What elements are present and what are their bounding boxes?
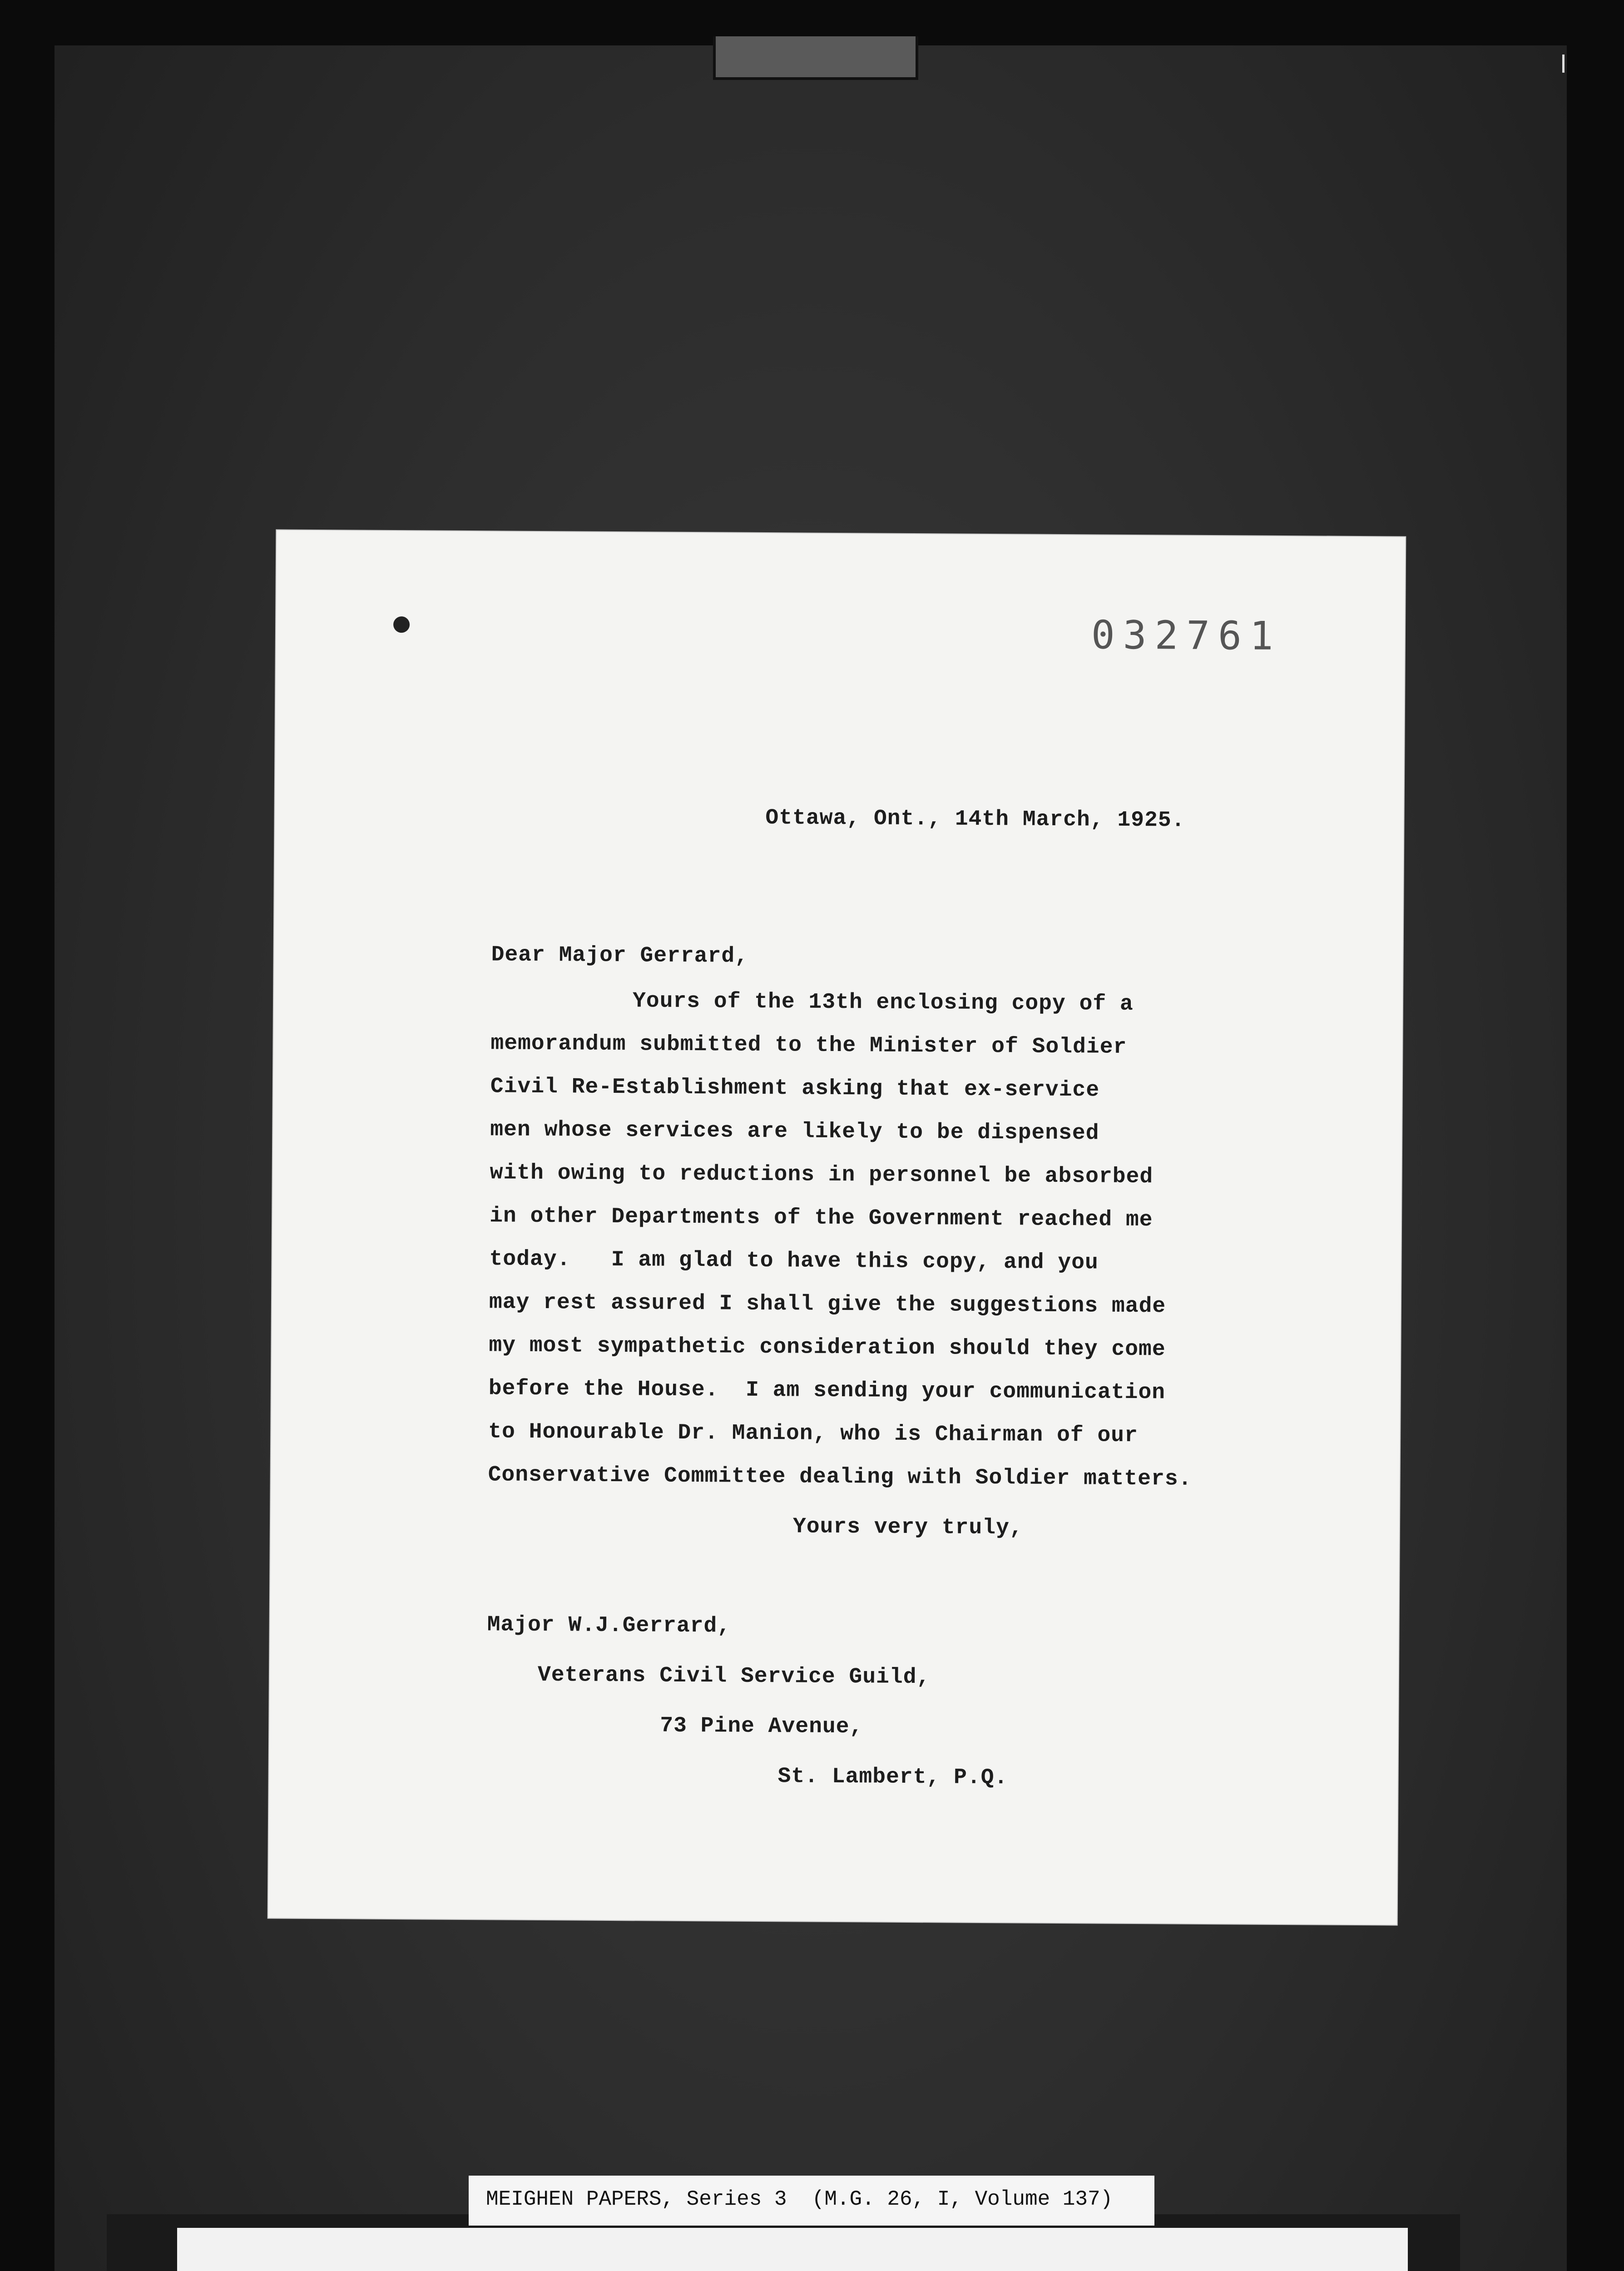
dateline: Ottawa, Ont., 14th March, 1925. [765,806,1185,833]
address-line: St. Lambert, P.Q. [777,1764,1008,1790]
letter-page [268,530,1406,1924]
body-line: may rest assured I shall give the suggestions made [489,1290,1166,1319]
body-line: Yours of the 13th enclosing copy of a [632,989,1134,1016]
address-line: Veterans Civil Service Guild, [537,1662,931,1690]
body-line: Conservative Committee dealing with Soldier matters. [488,1463,1192,1492]
salutation: Dear Major Gerrard, [491,942,749,969]
body-line: Civil Re-Establishment asking that ex-service [490,1074,1100,1103]
document-reference-number: 032761 [1091,612,1282,659]
collection-label [469,2176,1154,2226]
body-line: memorandum submitted to the Minister of Soldier [490,1031,1127,1060]
address-line: Major W.J.Gerrard, [487,1612,731,1639]
punch-hole [393,616,410,633]
body-line: to Honourable Dr. Manion, who is Chairman of our [488,1419,1139,1448]
closing: Yours very truly, [792,1514,1023,1541]
body-line: with owing to reductions in personnel be absorbed [490,1160,1154,1190]
body-line: before the House. I am sending your communication [488,1376,1166,1405]
body-line: today. I am glad to have this copy, and you [489,1247,1099,1275]
archives-stamp [177,2228,1408,2271]
film-clip [713,36,918,80]
body-line: men whose services are likely to be dispensed [490,1117,1099,1146]
collection-label-text: MEIGHEN PAPERS, Series 3 (M.G. 26, I, Volume 137) [486,2187,1113,2211]
body-line: my most sympathetic consideration should they come [489,1333,1166,1362]
address-line: 73 Pine Avenue, [660,1713,863,1740]
body-line: in other Departments of the Government reached me [489,1204,1153,1233]
frame-corner-mark [1562,55,1574,73]
